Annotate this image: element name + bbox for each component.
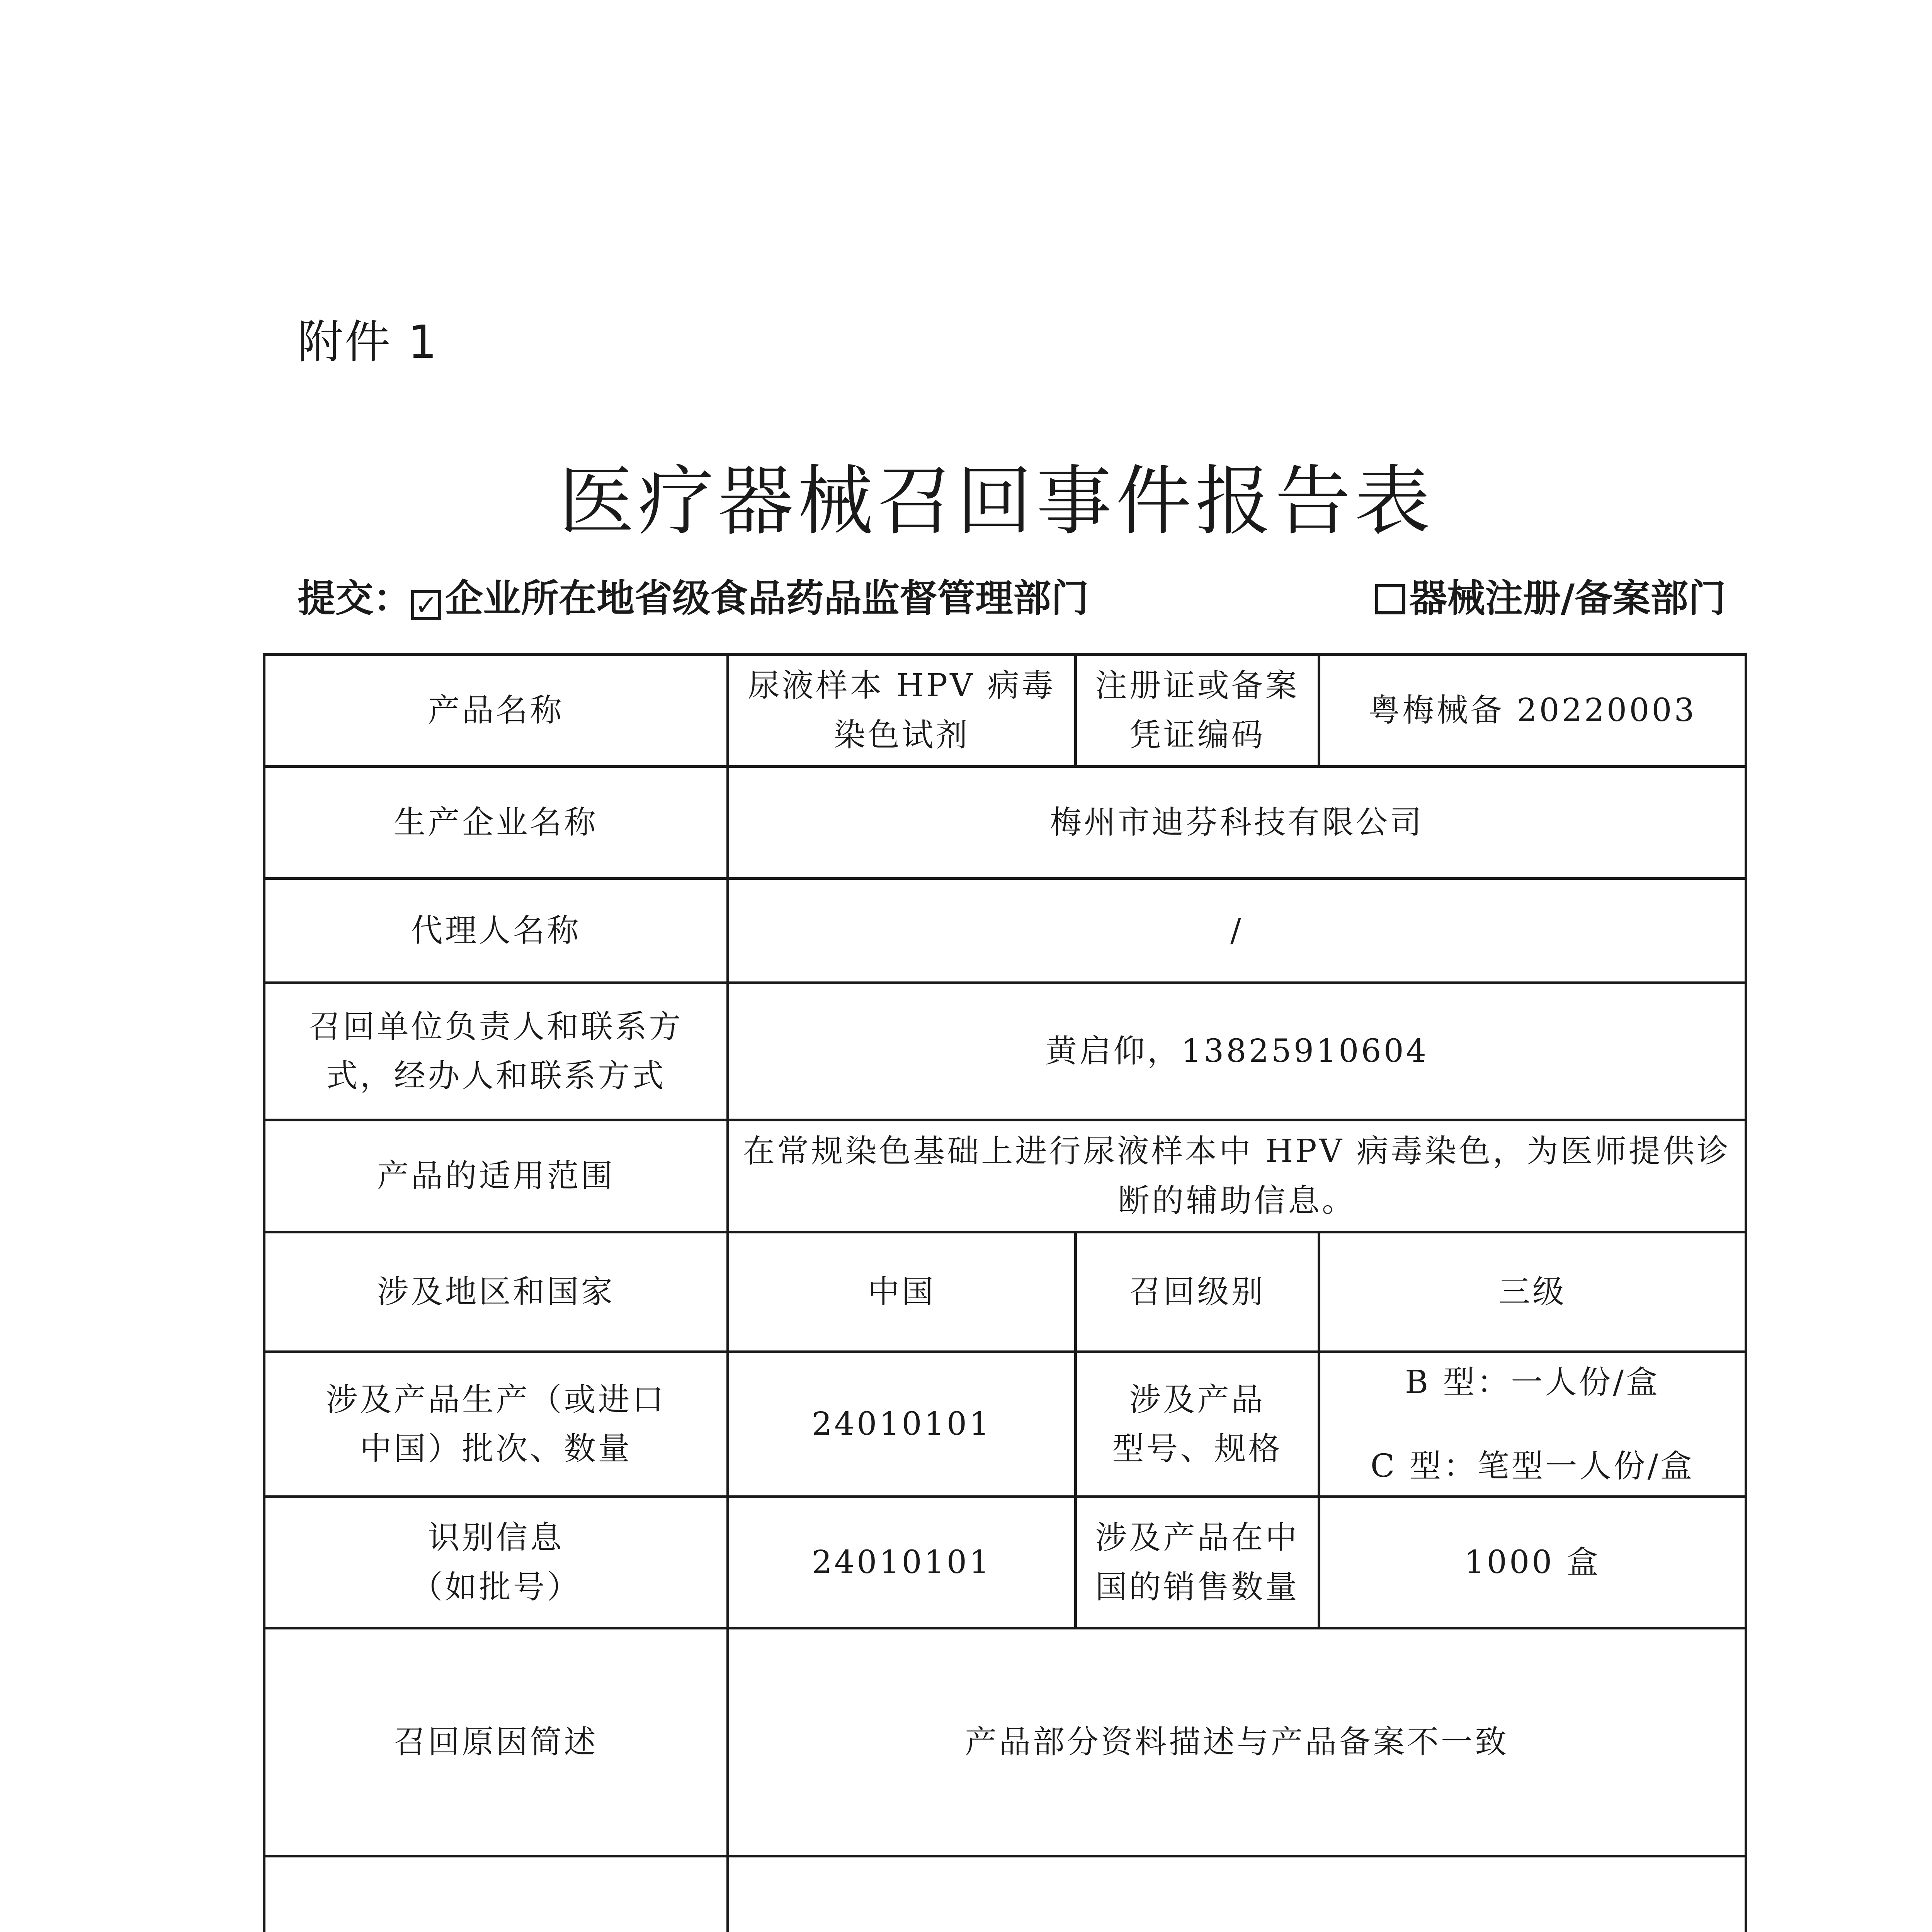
model-value [1319,1352,1746,1497]
row-region [264,1232,1746,1352]
sales-value: 1000 盒 [1319,1497,1746,1628]
agent-label: 代理人名称 [264,879,728,983]
scope-value: 在常规染色基础上进行尿液样本中 HPV 病毒染色，为医师提供诊 断的辅助信息。 [728,1120,1746,1232]
model-value-c: C 型：笔型一人份/盒 [1370,1448,1695,1485]
row-identification [264,1497,1746,1628]
attachment-label: 附件 1 [298,315,439,369]
contact-label: 召回单位负责人和联系方 式，经办人和联系方式 [264,983,728,1120]
id-label: 识别信息 （如批号） [264,1497,728,1628]
batch-value: 24010101 [728,1352,1076,1497]
reg-no-label: 注册证或备案 凭证编码 [1076,655,1319,767]
product-name-label: 产品名称 [264,655,728,767]
checkbox-provincial[interactable]: ✓ [411,590,441,620]
batch-label: 涉及产品生产（或进口 中国）批次、数量 [264,1352,728,1497]
reg-no-value: 粤梅械备 20220003 [1319,655,1746,767]
manufacturer-value: 梅州市迪芬科技有限公司 [728,767,1746,879]
reason-label: 召回原因简述 [264,1628,728,1856]
region-label: 涉及地区和国家 [264,1232,728,1352]
model-label: 涉及产品 型号、规格 [1076,1352,1319,1497]
region-value: 中国 [728,1232,1076,1352]
row-batch [264,1352,1746,1497]
manufacturer-label: 生产企业名称 [264,767,728,879]
id-value: 24010101 [728,1497,1076,1628]
row-agent [264,879,1746,983]
action-value [728,1856,1746,1932]
scope-label: 产品的适用范围 [264,1120,728,1232]
checkbox-registration[interactable] [1375,584,1405,614]
contact-value: 黄启仰，13825910604 [728,983,1746,1120]
product-name-value: 尿液样本 HPV 病毒 染色试剂 [728,655,1076,767]
submit-option-registration [1375,568,1726,622]
page-title: 医疗器械召回事件报告表 [558,457,1434,546]
row-product-name [264,655,1746,767]
action-label [264,1856,728,1932]
row-contact [264,983,1746,1120]
submit-option-provincial-label: 企业所在地省级食品药品监督管理部门 [445,577,1089,621]
level-label: 召回级别 [1076,1232,1319,1352]
level-value: 三级 [1319,1232,1746,1352]
row-scope [264,1120,1746,1232]
submit-option-provincial [298,568,1089,622]
submit-prefix: 提交： [298,577,412,621]
reason-value: 产品部分资料描述与产品备案不一致 [728,1628,1746,1856]
row-action [264,1856,1746,1932]
row-reason [264,1628,1746,1856]
model-value-b: B 型：一人份/盒 [1405,1364,1660,1401]
agent-value: / [728,879,1746,983]
row-manufacturer [264,767,1746,879]
sales-label: 涉及产品在中 国的销售数量 [1076,1497,1319,1628]
submit-option-registration-label: 器械注册/备案部门 [1409,577,1726,621]
recall-report-table [263,653,1747,1932]
